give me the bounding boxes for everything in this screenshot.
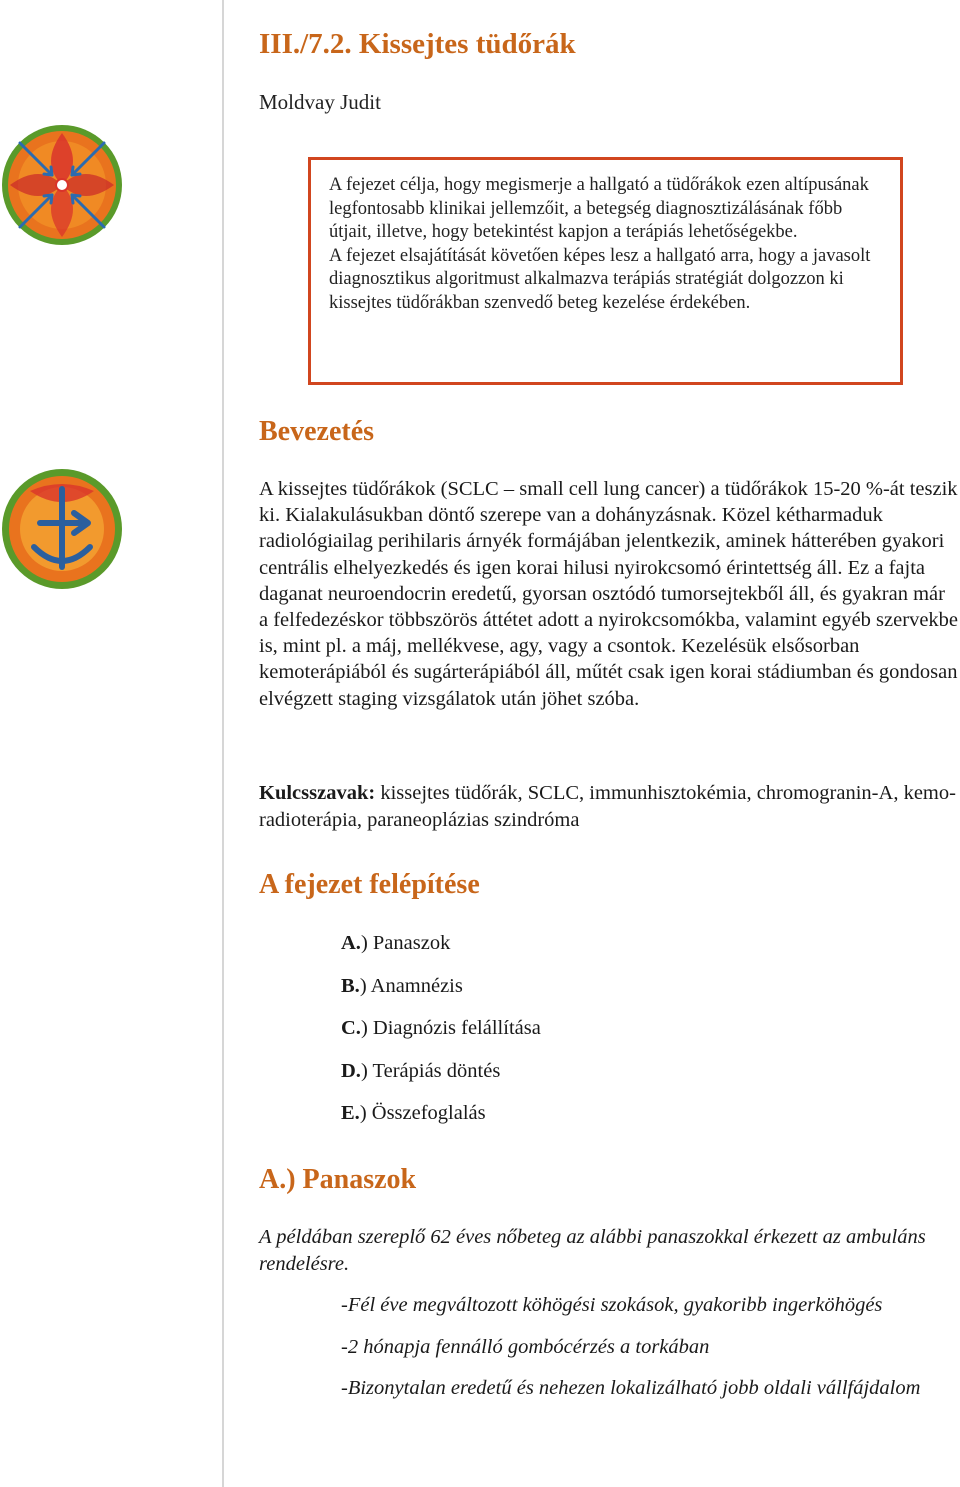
chapter-title: III./7.2. Kissejtes tüdőrák — [259, 28, 576, 60]
keywords-label: Kulcsszavak: — [259, 782, 376, 804]
case-intro-paragraph: A példában szereplő 62 éves nőbeteg az alábbi panaszokkal érkezett az ambuláns rendelésre. — [259, 1226, 926, 1275]
toc-letter: D. — [341, 1059, 361, 1082]
chapter-structure-list — [341, 929, 541, 1142]
symptom-list — [341, 1292, 941, 1417]
symptom-item: -Bizonytalan eredetű és nehezen lokalizálható jobb oldali vállfájdalom — [341, 1377, 921, 1399]
toc-item-c — [341, 1014, 541, 1057]
toc-label: ) Panaszok — [360, 932, 451, 954]
toc-item-b — [341, 972, 541, 1015]
objective-paragraph-1: A fejezet célja, hogy megismerje a hallgató a tüdőrákok ezen altípusának legfontosabb klinikai jellemzőit, a betegség diagnosztizálásának főbb útjait, illetve, hogy betekintést kapjon a terápiás lehetőségekbe. — [329, 175, 869, 242]
margin-divider — [222, 0, 224, 1487]
toc-label: ) Terápiás döntés — [360, 1059, 501, 1082]
keywords-paragraph — [259, 780, 959, 833]
toc-label: ) Anamnézis — [359, 974, 463, 997]
learning-objectives-box — [308, 157, 903, 385]
toc-label: ) Diagnózis felállítása — [360, 1017, 541, 1039]
toc-letter: E. — [341, 1102, 360, 1124]
symptom-item: -2 hónapja fennálló gombócérzés a torkában — [341, 1335, 710, 1358]
target-arrows-icon — [0, 123, 124, 247]
keywords-text: kissejtes tüdőrák, SCLC, immunhisztokémia, chromogranin-A, kemo-radioterápia, paraneoplázias szindróma — [259, 782, 956, 831]
toc-item-d — [341, 1057, 541, 1100]
section-heading-structure: A fejezet felépítése — [259, 869, 480, 900]
section-heading-complaints: A.) Panaszok — [259, 1164, 417, 1195]
toc-letter: C. — [341, 1017, 361, 1039]
intro-paragraph: A kissejtes tüdőrákok (SCLC – small cell lung cancer) a tüdőrákok 15-20 %-át teszik ki. Kialakulásukban döntő szerepe van a dohányzásnak. Közel kétharmaduk radiológiailag perihilaris árnyék formájában jelentkezik, aminek hátterében gyakori centrális elhelyezkedés és igen korai hilusi nyirokcsomó érintettség áll. Ez a fajta daganat neuroendocrin eredetű, gyorsan osztódó tumorsejtekből áll, és gyakran már a felfedezéskor többszörös áttétet adott a nyirokcsomókba, valamint egyéb szervekbe is, mint pl. a máj, mellékvese, agy, vagy a csontok. Kezelésük elsősorban kemoterápiából és sugárterápiából áll, műtét csak igen korai stádiumban és gondosan elvégzett staging vizsgálatok után jöhet szóba. — [259, 478, 959, 710]
author-name: Moldvay Judit — [259, 90, 381, 114]
section-heading-intro: Bevezetés — [259, 416, 375, 447]
symptom-item: -Fél éve megváltozott köhögési szokások, gyakoribb ingerköhögés — [341, 1294, 883, 1316]
toc-letter: A. — [341, 932, 361, 954]
toc-label: ) Összefoglalás — [359, 1102, 486, 1124]
toc-letter: B. — [341, 974, 360, 997]
toc-item-e — [341, 1099, 541, 1142]
anchor-arrow-icon — [0, 467, 124, 591]
toc-item-a — [341, 929, 541, 972]
objective-paragraph-2: A fejezet elsajátítását követően képes lesz a hallgató arra, hogy a javasolt diagnosztikus algoritmust alkalmazva terápiás stratégiát dolgozzon ki kissejtes tüdőrákban szenvedő beteg kezelése érdekében. — [329, 245, 871, 313]
